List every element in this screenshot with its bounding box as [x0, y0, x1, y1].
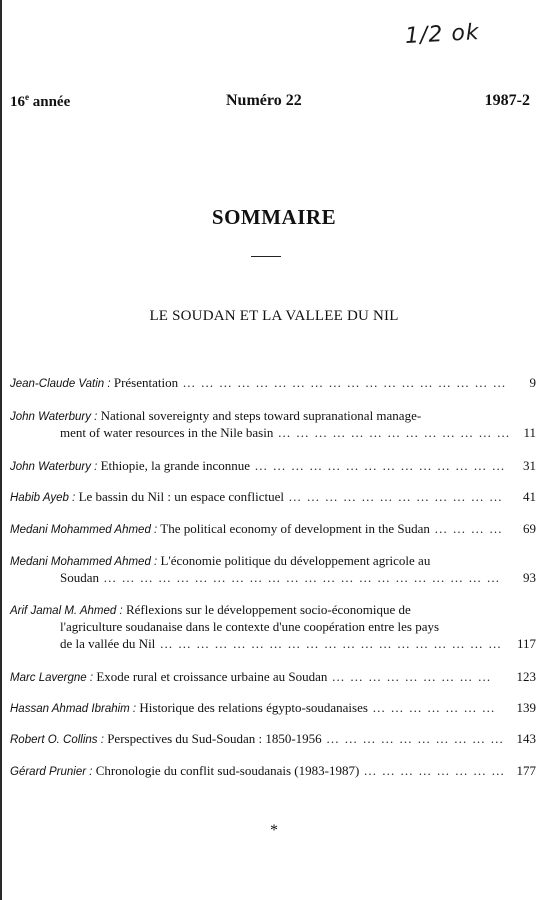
toc-leader-dots: … … … … … … … … … … … … … … … … … … — [178, 375, 507, 390]
toc-leader-dots: … … … … … … … … … … … … … … … … … … … — [155, 636, 503, 651]
toc-entry-line — [10, 488, 536, 505]
toc-leader-dots: … … … … … … … … … … — [321, 731, 505, 746]
toc-entry-line — [10, 635, 536, 652]
toc-author: Robert O. Collins : — [10, 734, 104, 746]
toc-entry — [10, 730, 536, 747]
toc-author: John Waterbury : — [10, 411, 98, 423]
toc-leader-dots: … … … … … … … … — [359, 763, 506, 778]
toc-title-text: Perspectives du Sud-Soudan : 1850-1956 — [107, 731, 322, 746]
toc-author: Habib Ayeb : — [10, 492, 76, 504]
issue-year — [10, 92, 70, 111]
toc-title-text: l'agriculture soudanaise dans le contexte d'une coopération entre les pays — [60, 619, 440, 634]
toc-entry — [10, 407, 536, 441]
toc-page-number: 117 — [516, 636, 536, 651]
issue-number: Numéro 22 — [226, 92, 302, 109]
issue-year-number: 16 — [10, 94, 25, 110]
page-title: SOMMAIRE — [211, 205, 337, 229]
toc-leader-dots: … … … … … … … … … … … … … … … … … … … … … … — [99, 570, 501, 585]
toc-leader-dots: … … … … … … … … … — [327, 669, 492, 684]
toc-leader-dots: … … … … — [429, 521, 503, 536]
toc-author: Marc Lavergne : — [10, 672, 94, 684]
toc-title-text: Chronologie du conflit sud-soudanais (1983-1987) — [95, 763, 360, 778]
toc-title-text: Historique des relations égypto-soudanaises — [139, 700, 368, 715]
end-mark: * — [270, 822, 278, 839]
toc-title-text: Soudan — [60, 570, 99, 585]
issue-date: 1987-2 — [484, 92, 530, 109]
toc-author: Medani Mohammed Ahmed : — [10, 556, 158, 568]
toc-author: Hassan Ahmad Ibrahim : — [10, 703, 137, 715]
toc-title-text: Ethiopie, la grande inconnue — [100, 458, 251, 473]
toc-entry-line — [10, 374, 536, 391]
toc-title-text: National sovereignty and steps toward supranational manage- — [100, 408, 422, 423]
toc-leader-dots: … … … … … … … … … … … … … … — [250, 458, 506, 473]
toc-leader-dots: … … … … … … … … … … … … — [284, 489, 503, 504]
toc-author: Gérard Prunier : — [10, 766, 93, 778]
toc-entry — [10, 457, 536, 474]
toc-page-number: 93 — [523, 570, 536, 585]
toc-entry — [10, 762, 536, 779]
toc-entry-line — [10, 552, 536, 569]
toc-entry-line — [10, 699, 536, 716]
toc-author: John Waterbury : — [10, 461, 98, 473]
toc-entry — [10, 488, 536, 505]
toc-leader-dots: … … … … … … … — [367, 700, 496, 715]
toc-entry — [10, 374, 536, 391]
toc-title-text: Le bassin du Nil : un espace conflictuel — [78, 489, 284, 504]
toc-title-text: Exode rural et croissance urbaine au Soudan — [96, 669, 328, 684]
toc-entry-line — [10, 601, 536, 618]
toc-page-number: 177 — [516, 763, 536, 778]
toc-title-text: ment of water resources in the Nile basin — [60, 425, 274, 440]
toc-title-text: The political economy of development in the Sudan — [160, 521, 430, 536]
toc-page-number: 139 — [516, 700, 536, 715]
toc-author: Jean-Claude Vatin : — [10, 378, 111, 390]
toc-author: Medani Mohammed Ahmed : — [10, 524, 158, 536]
toc-page-number: 123 — [516, 669, 536, 684]
toc-entry-line — [10, 520, 536, 537]
toc-entry — [10, 699, 536, 716]
page-edge-line — [0, 0, 2, 900]
toc-page-number: 143 — [516, 731, 536, 746]
toc-author: Arif Jamal M. Ahmed : — [10, 605, 123, 617]
handwritten-note: 1/2 ok — [404, 20, 481, 49]
title-divider — [251, 256, 281, 257]
toc-page-number: 9 — [529, 375, 536, 390]
toc-entry-line — [10, 762, 536, 779]
issue-header — [10, 92, 530, 116]
toc-entry-line — [10, 407, 536, 424]
toc-title-text: L'économie politique du développement agricole au — [160, 553, 431, 568]
toc-page-number: 11 — [523, 425, 536, 440]
issue-year-word: année — [29, 94, 71, 110]
toc-entry-line — [10, 457, 536, 474]
toc-title-text: Réflexions sur le développement socio-économique de — [125, 602, 411, 617]
toc-entry — [10, 520, 536, 537]
issue-year-superscript: e — [25, 92, 29, 102]
toc-page-number: 69 — [523, 521, 536, 536]
issue-theme: LE SOUDAN ET LA VALLEE DU NIL — [149, 308, 399, 324]
toc-entry — [10, 668, 536, 685]
toc-entry — [10, 552, 536, 586]
toc-entry-line — [10, 424, 536, 441]
toc-entry — [10, 601, 536, 652]
toc-page-number: 31 — [523, 458, 536, 473]
toc-entry-line — [10, 668, 536, 685]
toc-page-number: 41 — [523, 489, 536, 504]
toc-entry-line — [10, 569, 536, 586]
toc-entry-line — [10, 730, 536, 747]
toc-title-text: de la vallée du Nil — [60, 636, 156, 651]
toc-leader-dots: … … … … … … … … … … … … … — [273, 425, 511, 440]
toc-entry-line — [10, 618, 536, 635]
toc-title-text: Présentation — [113, 375, 179, 390]
